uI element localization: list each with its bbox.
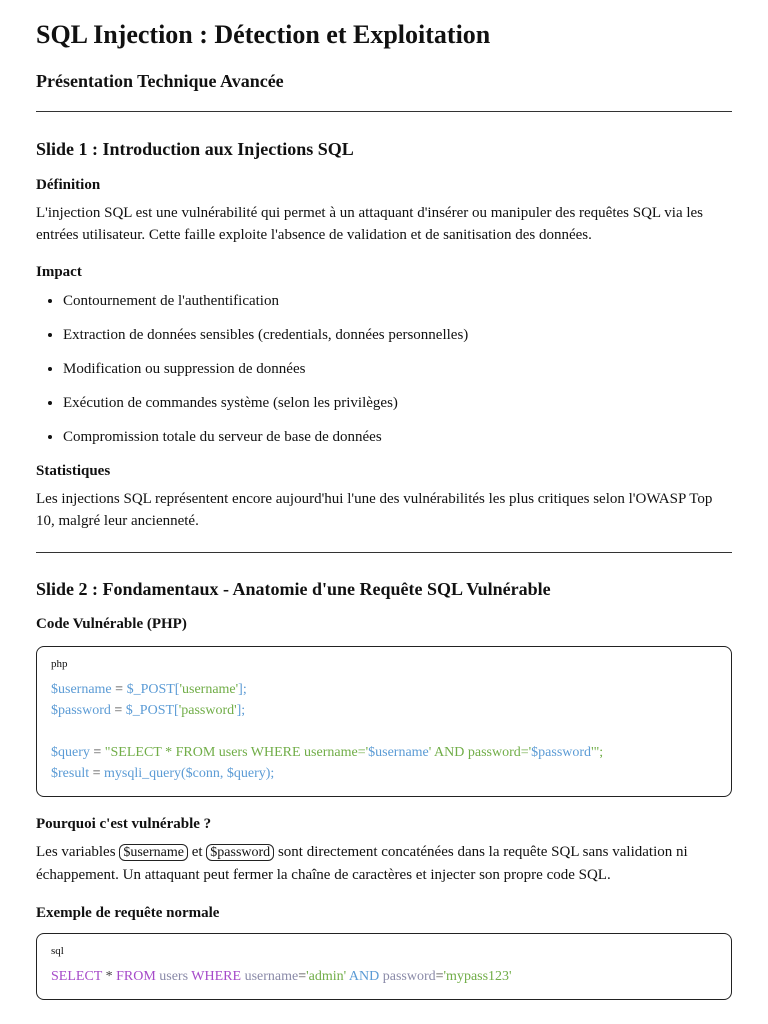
definition-heading: Définition xyxy=(36,177,101,193)
definition-text: L'injection SQL est une vulnérabilité qui permet à un attaquant d'insérer ou manipuler des requêtes SQL via les entrées utilisateur. Cette faille exploite l'absence de validation et de sanitisation des données. xyxy=(36,205,704,243)
divider xyxy=(36,111,732,112)
code-token: $_POST[ xyxy=(125,703,179,718)
impact-list xyxy=(36,291,732,447)
why-text-part: et xyxy=(187,844,207,860)
code-line-blank xyxy=(51,721,717,742)
code-token: 'username' xyxy=(179,682,239,697)
impact-heading: Impact xyxy=(36,264,82,280)
code-token: username xyxy=(241,969,299,984)
code-token: 'password' xyxy=(178,703,237,718)
slide1-heading: Slide 1 : Introduction aux Injections SQL xyxy=(36,139,354,159)
list-item: • Contournement de l'authentification xyxy=(63,291,732,311)
code-token: = xyxy=(298,969,307,984)
slide2-heading: Slide 2 : Fondamentaux - Anatomie d'une Requête SQL Vulnérable xyxy=(36,579,551,599)
code-token: users xyxy=(155,969,192,984)
inline-code-password: $password xyxy=(206,844,274,861)
code-token: password xyxy=(382,969,436,984)
page-title: SQL Injection : Détection et Exploitation xyxy=(36,20,491,49)
code-token: ]; xyxy=(238,682,247,697)
code-language-label: php xyxy=(51,658,68,670)
code-line xyxy=(51,679,717,700)
list-item: • Extraction de données sensibles (credentials, données personnelles) xyxy=(63,325,732,345)
example-heading: Exemple de requête normale xyxy=(36,905,220,921)
php-code-block xyxy=(36,646,732,797)
code-heading: Code Vulnérable (PHP) xyxy=(36,616,187,632)
code-token: $conn, $query xyxy=(185,766,266,781)
why-heading: Pourquoi c'est vulnérable ? xyxy=(36,816,212,832)
code-token: ]; xyxy=(236,703,246,718)
code-token: = xyxy=(89,766,105,781)
code-token: $username xyxy=(51,682,112,697)
list-item: • Modification ou suppression de données xyxy=(63,359,732,379)
divider xyxy=(36,552,732,553)
list-item: • Compromission totale du serveur de base de données xyxy=(63,427,732,447)
code-token: '"; xyxy=(591,745,604,760)
code-token: $_POST[ xyxy=(126,682,180,697)
code-token: AND xyxy=(346,969,383,984)
why-text-part: sont directement concaténées dans la requête SQL sans validation ni échappement. Un attaquant peut fermer la chaîne de caractères et injecter son propre code SQL. xyxy=(36,844,688,883)
code-line xyxy=(51,966,717,987)
code-token: = xyxy=(89,745,105,760)
code-token: = xyxy=(110,703,126,718)
code-line xyxy=(51,742,717,763)
stats-text: Les injections SQL représentent encore aujourd'hui l'une des vulnérabilités les plus critiques selon l'OWASP Top 10, malgré leur ancienneté. xyxy=(36,491,713,529)
code-token: ' AND password=' xyxy=(428,745,532,760)
why-text xyxy=(36,841,732,886)
code-token: ); xyxy=(265,766,275,781)
code-token: 'admin' xyxy=(306,969,347,984)
code-token: "SELECT * FROM users WHERE username=' xyxy=(104,745,369,760)
code-token: $password xyxy=(531,745,592,760)
page-subtitle: Présentation Technique Avancée xyxy=(36,71,284,91)
list-item: • Exécution de commandes système (selon les privilèges) xyxy=(63,393,732,413)
inline-code-username: $username xyxy=(119,844,188,861)
code-token: $result xyxy=(51,766,90,781)
code-line xyxy=(51,700,717,721)
code-token: $username xyxy=(368,745,429,760)
code-token: 'mypass123' xyxy=(443,969,512,984)
code-token: WHERE xyxy=(191,969,242,984)
code-line xyxy=(51,763,717,784)
code-token: = xyxy=(435,969,444,984)
code-token: $query xyxy=(51,745,90,760)
code-token: = xyxy=(111,682,127,697)
why-text-part: Les variables xyxy=(36,844,120,860)
code-token: FROM xyxy=(116,969,156,984)
stats-heading: Statistiques xyxy=(36,463,111,479)
code-token: SELECT xyxy=(51,969,103,984)
code-language-label: sql xyxy=(51,945,64,957)
code-token: $password xyxy=(51,703,111,718)
sql-code-block xyxy=(36,933,732,1000)
code-token: mysqli_query( xyxy=(104,766,186,781)
code-token: * xyxy=(102,969,117,984)
